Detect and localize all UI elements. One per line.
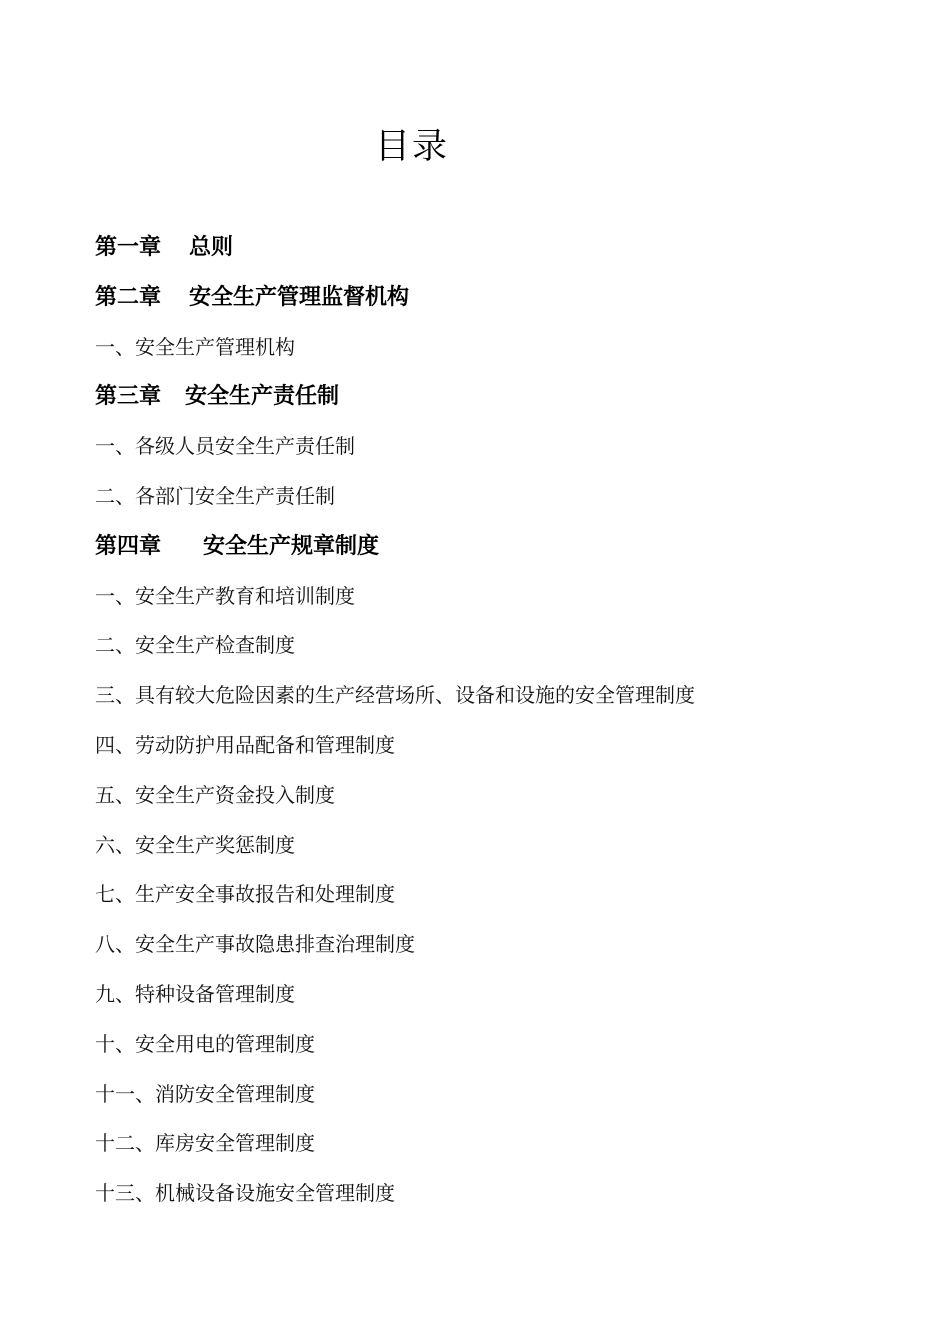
toc-section-item bbox=[95, 671, 855, 721]
toc-section-item bbox=[95, 572, 855, 622]
toc-chapter-heading bbox=[95, 372, 855, 422]
toc-chapter-heading bbox=[95, 273, 855, 323]
toc-section-item bbox=[95, 323, 855, 373]
chapter-title: 总则 bbox=[189, 234, 234, 260]
section-title: 八、安全生产事故隐患排查治理制度 bbox=[95, 932, 415, 957]
section-title: 三、具有较大危险因素的生产经营场所、设备和设施的安全管理制度 bbox=[95, 683, 695, 708]
toc-chapter-heading bbox=[95, 223, 855, 273]
toc-section-item bbox=[95, 621, 855, 671]
section-title: 二、安全生产检查制度 bbox=[95, 633, 295, 658]
chapter-number: 第四章 bbox=[95, 532, 162, 559]
table-of-contents bbox=[95, 223, 855, 1219]
section-title: 一、各级人员安全生产责任制 bbox=[95, 434, 355, 459]
section-title: 四、劳动防护用品配备和管理制度 bbox=[95, 732, 395, 757]
toc-section-item bbox=[95, 721, 855, 771]
chapter-number: 第三章 bbox=[95, 383, 162, 410]
section-title: 二、各部门安全生产责任制 bbox=[95, 483, 335, 508]
toc-section-item bbox=[95, 422, 855, 472]
section-title: 九、特种设备管理制度 bbox=[95, 981, 295, 1006]
section-title: 十二、库房安全管理制度 bbox=[95, 1131, 315, 1156]
section-title: 一、安全生产教育和培训制度 bbox=[95, 583, 355, 608]
toc-section-item bbox=[95, 970, 855, 1020]
toc-section-item bbox=[95, 1020, 855, 1070]
section-title: 十、安全用电的管理制度 bbox=[95, 1031, 315, 1056]
chapter-number: 第二章 bbox=[95, 283, 162, 310]
chapter-title: 安全生产责任制 bbox=[185, 383, 340, 410]
toc-section-item bbox=[95, 870, 855, 920]
toc-chapter-heading bbox=[95, 522, 855, 572]
chapter-title: 安全生产规章制度 bbox=[203, 532, 380, 559]
toc-section-item bbox=[95, 472, 855, 522]
toc-section-item bbox=[95, 1119, 855, 1169]
section-title: 十一、消防安全管理制度 bbox=[95, 1081, 315, 1106]
toc-section-item bbox=[95, 1169, 855, 1219]
section-title: 六、安全生产奖惩制度 bbox=[95, 832, 295, 857]
section-title: 十三、机械设备设施安全管理制度 bbox=[95, 1181, 395, 1206]
chapter-number: 第一章 bbox=[95, 234, 162, 260]
toc-section-item bbox=[95, 771, 855, 821]
section-title: 五、安全生产资金投入制度 bbox=[95, 782, 335, 807]
chapter-title: 安全生产管理监督机构 bbox=[189, 283, 410, 310]
section-title: 一、安全生产管理机构 bbox=[95, 334, 295, 359]
toc-section-item bbox=[95, 920, 855, 970]
toc-section-item bbox=[95, 1070, 855, 1120]
page-title: 目录 bbox=[374, 127, 449, 167]
section-title: 七、生产安全事故报告和处理制度 bbox=[95, 882, 395, 907]
toc-section-item bbox=[95, 821, 855, 871]
